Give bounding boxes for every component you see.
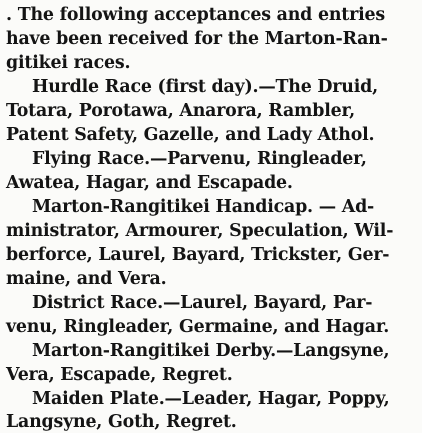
text-line: ministrator, Armourer, Speculation, Wil-	[6, 221, 394, 241]
paragraph-start-handicap: Marton-Rangitikei Handicap. — Ad-	[32, 197, 375, 217]
text-line: Patent Safety, Gazelle, and Lady Athol.	[6, 125, 375, 145]
paragraph-start-district-race: District Race.—Laurel, Bayard, Par-	[32, 293, 373, 313]
paragraph-start-flying-race: Flying Race.—Parvenu, Ringleader,	[32, 149, 367, 169]
text-line: venu, Ringleader, Germaine, and Hagar.	[6, 317, 390, 337]
text-line: maine, and Vera.	[6, 269, 167, 289]
paragraph-start-derby: Marton-Rangitikei Derby.—Langsyne,	[32, 341, 390, 361]
text-line: have been received for the Marton-Ran-	[6, 29, 388, 49]
paragraph-start-hurdle-race: Hurdle Race (first day).—The Druid,	[32, 77, 378, 97]
text-line: Vera, Escapade, Regret.	[6, 365, 233, 385]
text-line: . The following acceptances and entries	[6, 5, 385, 25]
text-line: Langsyne, Goth, Regret.	[6, 412, 237, 432]
text-line: gitikei races.	[6, 53, 131, 73]
text-line: Awatea, Hagar, and Escapade.	[6, 173, 293, 193]
paragraph-start-maiden-plate: Maiden Plate.—Leader, Hagar, Poppy,	[32, 389, 390, 409]
text-line: Totara, Porotawa, Anarora, Rambler,	[6, 101, 356, 121]
text-line: berforce, Laurel, Bayard, Trickster, Ger-	[6, 245, 390, 265]
